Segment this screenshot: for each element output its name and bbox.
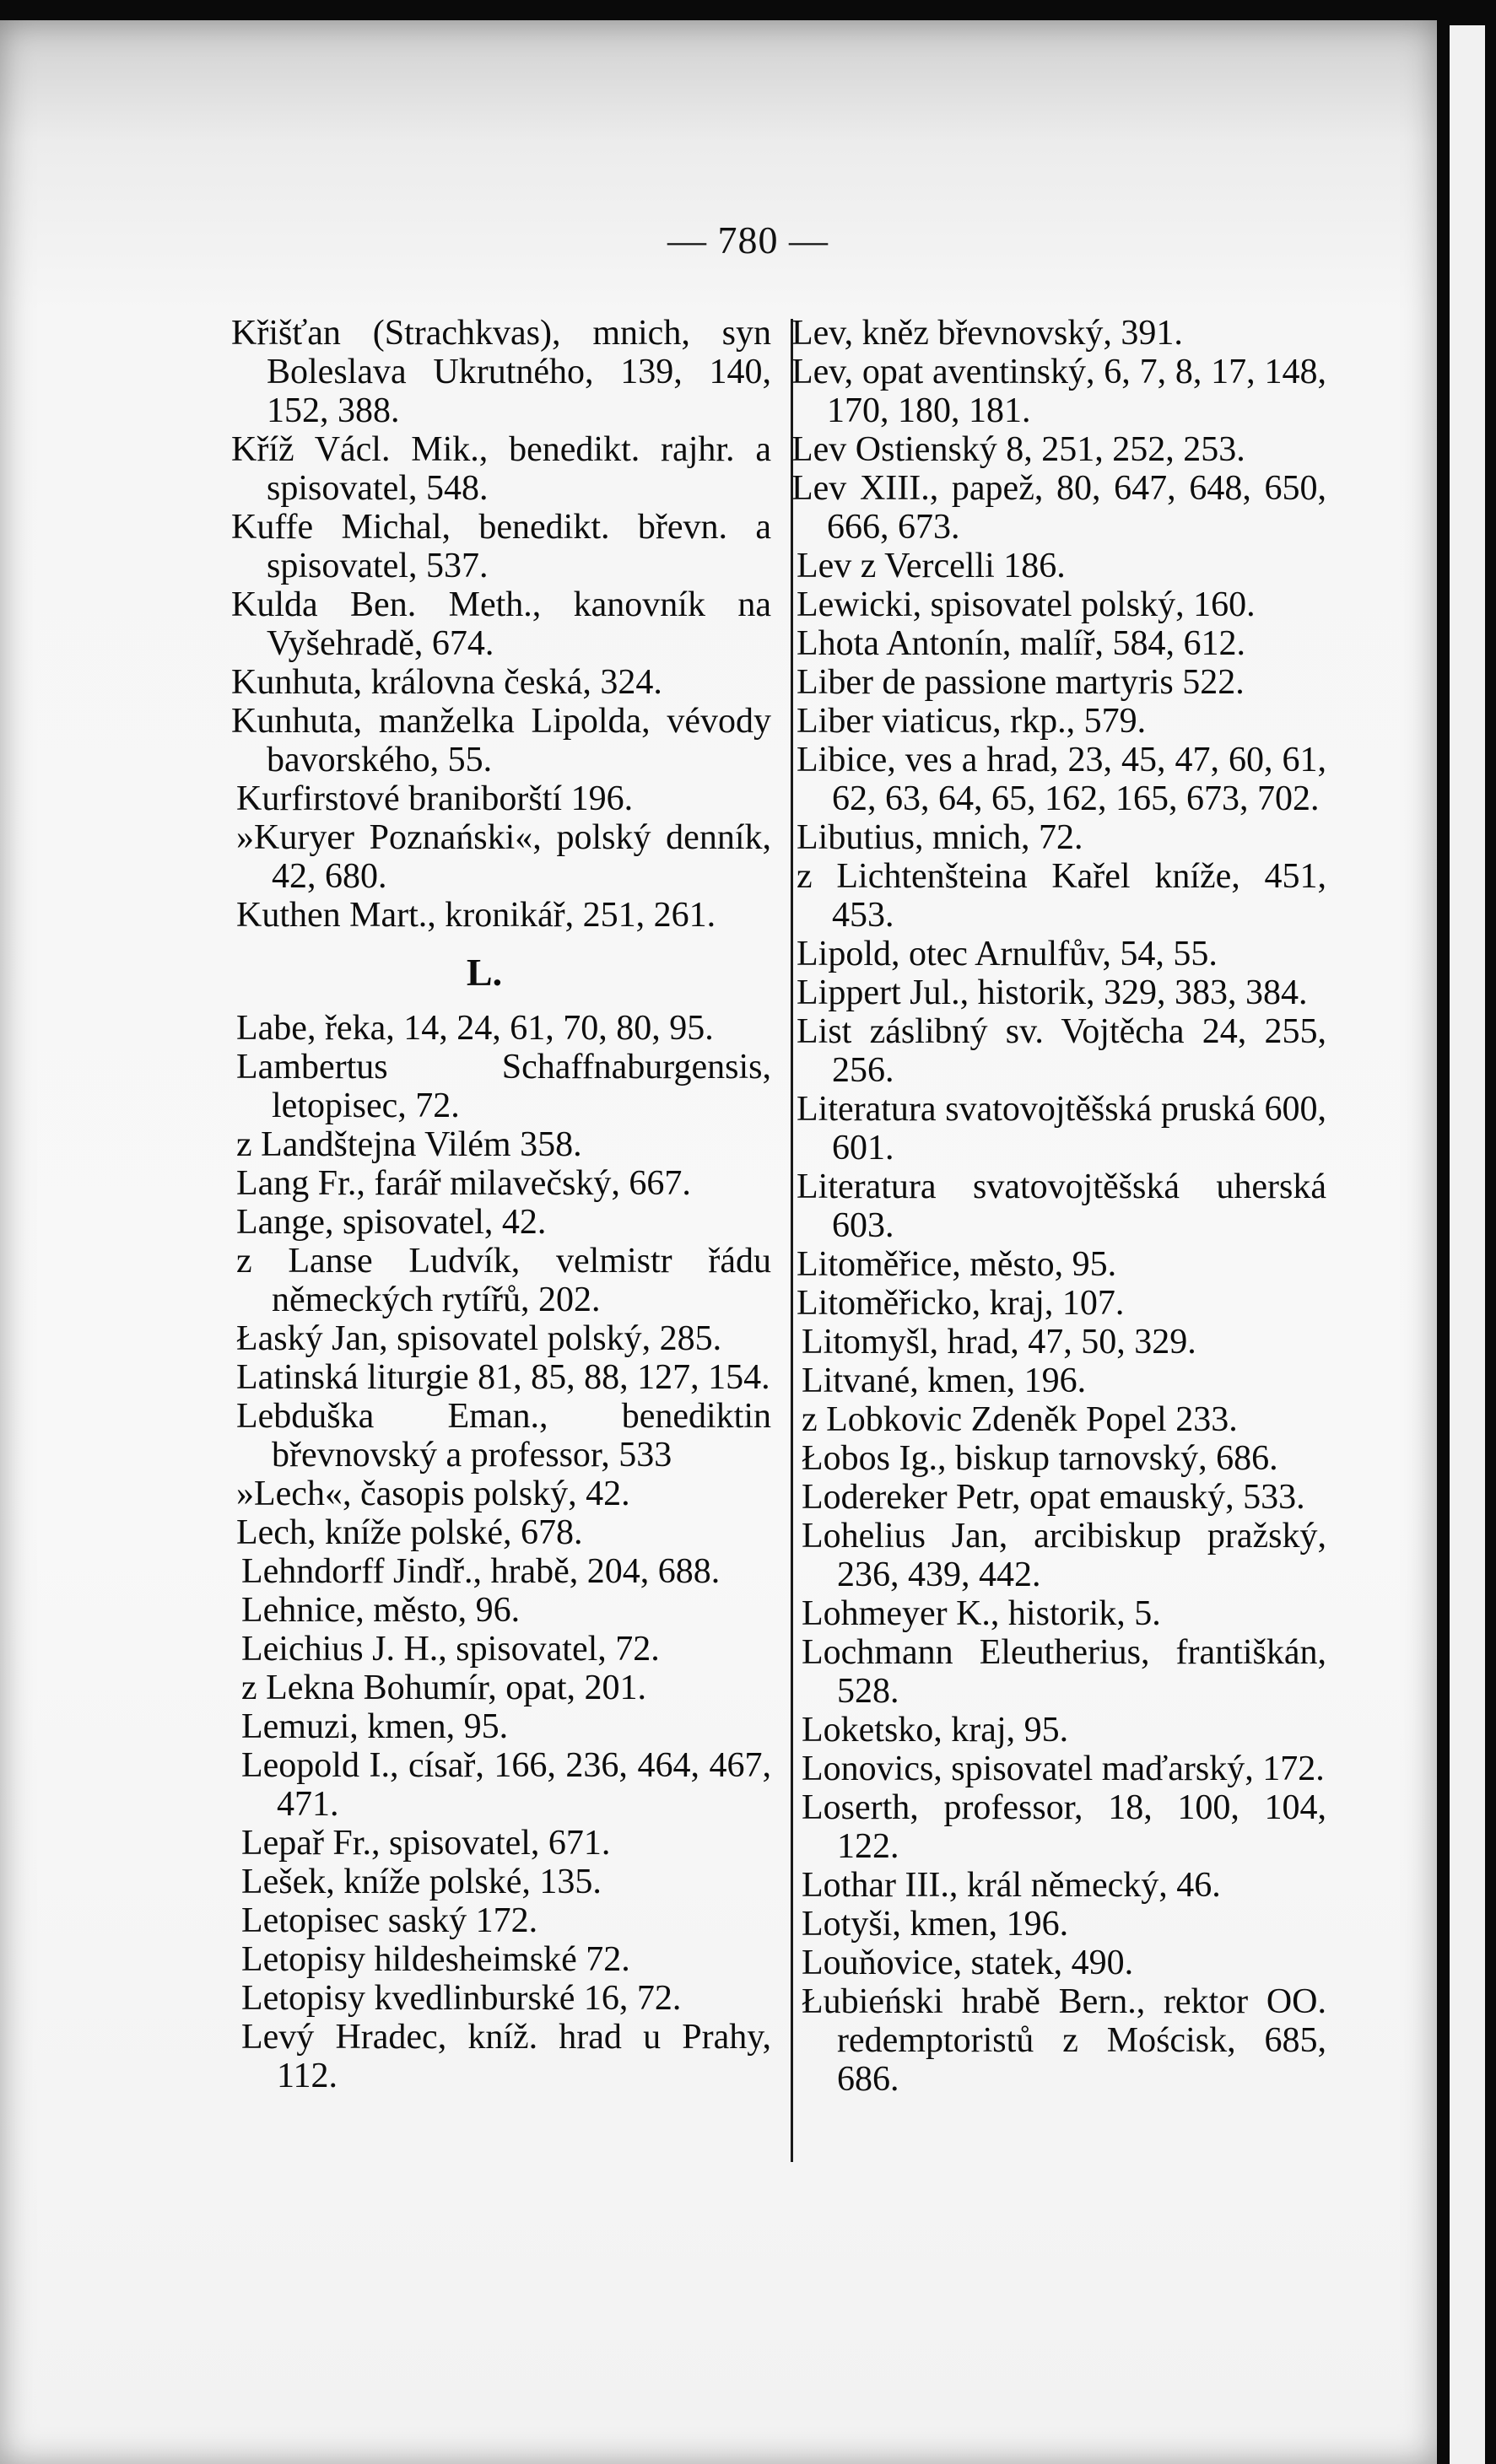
index-entry: Lev, kněz břevnovský, 391. [791, 314, 1183, 353]
index-column-left [231, 314, 771, 2095]
index-entry: Letopisy hildesheimské 72. [241, 1940, 630, 1979]
index-entry: Lotyši, kmen, 196. [802, 1905, 1069, 1944]
index-entry: Lev, opat aventinský, 6, 7, 8, 17, 148, 170, 180, 181. [791, 353, 1326, 430]
index-entry: Kunhuta, královna česká, 324. [231, 663, 662, 702]
index-entry: Lešek, kníže polské, 135. [241, 1863, 602, 1901]
index-entry: Kurfirstové braniborští 196. [236, 779, 634, 818]
index-entry: Lech, kníže polské, 678. [236, 1513, 583, 1552]
index-entry: Louňovice, statek, 490. [802, 1944, 1134, 1982]
index-entry: Levý Hradec, kníž. hrad u Prahy, 112. [241, 2018, 771, 2095]
index-entry: »Lech«, časopis polský, 42. [236, 1475, 630, 1513]
index-entry: Łaský Jan, spisovatel polský, 285. [236, 1319, 722, 1358]
index-entry: Kříž Václ. Mik., benedikt. rajhr. a spisovatel, 548. [231, 430, 771, 508]
index-entry: Leichius J. H., spisovatel, 72. [241, 1630, 660, 1669]
index-entry: Łubieński hrabě Bern., rektor OO. redemptoristů z Mościsk, 685, 686. [802, 1982, 1326, 2099]
index-entry: z Lichtenšteina Kařel kníže, 451, 453. [797, 857, 1326, 935]
index-entry: »Kuryer Poznański«, polský denník, 42, 680. [236, 818, 771, 896]
page-number: — 780 — [667, 218, 829, 261]
index-entry: Kulda Ben. Meth., kanovník na Vyšehradě, 674. [231, 585, 771, 663]
index-entry: Letopisec saský 172. [241, 1901, 538, 1940]
index-entry: Lohmeyer K., historik, 5. [802, 1594, 1161, 1633]
index-entry: Lehndorff Jindř., hrabě, 204, 688. [241, 1552, 721, 1591]
index-entry: Łobos Ig., biskup tarnovský, 686. [802, 1439, 1278, 1478]
index-entry: Lonovics, spisovatel maďarský, 172. [802, 1750, 1325, 1788]
index-entry: Lev XIII., papež, 80, 647, 648, 650, 666, 673. [791, 469, 1326, 547]
index-entry: Leopold I., císař, 166, 236, 464, 467, 471. [241, 1746, 771, 1824]
index-entry: Lochmann Eleutherius, františkán, 528. [802, 1633, 1326, 1711]
index-entry: z Landštejna Vilém 358. [236, 1125, 582, 1164]
index-entry: Loserth, professor, 18, 100, 104, 122. [802, 1788, 1326, 1866]
index-entry: z Lekna Bohumír, opat, 201. [241, 1669, 647, 1707]
index-entry: Lepař Fr., spisovatel, 671. [241, 1824, 611, 1863]
index-entry: Křišťan (Strachkvas), mnich, syn Boleslava Ukrutného, 139, 140, 152, 388. [231, 314, 771, 430]
index-entry: Lippert Jul., historik, 329, 383, 384. [797, 973, 1308, 1012]
adjacent-page-edge [1450, 25, 1485, 2464]
index-entry: Labe, řeka, 14, 24, 61, 70, 80, 95. [236, 1009, 714, 1048]
index-entry: Lhota Antonín, malíř, 584, 612. [797, 624, 1245, 663]
index-entry: Kuthen Mart., kronikář, 251, 261. [236, 896, 716, 935]
index-entry: Lodereker Petr, opat emauský, 533. [802, 1478, 1305, 1517]
index-entry: Kunhuta, manželka Lipolda, vévody bavorského, 55. [231, 702, 771, 779]
index-entry: Kuffe Michal, benedikt. břevn. a spisovatel, 537. [231, 508, 771, 585]
index-entry: Lehnice, město, 96. [241, 1591, 521, 1630]
index-entry: Lohelius Jan, arcibiskup pražský, 236, 439, 442. [802, 1517, 1326, 1594]
index-entry: Letopisy kvedlinburské 16, 72. [241, 1979, 682, 2018]
index-entry: Litoměřicko, kraj, 107. [797, 1284, 1125, 1323]
index-entry: Literatura svatovojtěšská uherská 603. [797, 1167, 1326, 1245]
index-entry: z Lanse Ludvík, velmistr řádu německých rytířů, 202. [236, 1242, 771, 1319]
index-entry: Literatura svatovojtěšská pruská 600, 601. [797, 1090, 1326, 1167]
index-entry: Libutius, mnich, 72. [797, 818, 1083, 857]
index-entry: Lange, spisovatel, 42. [236, 1203, 547, 1242]
index-entry: Loketsko, kraj, 95. [802, 1711, 1069, 1750]
index-entry: Lothar III., král německý, 46. [802, 1866, 1221, 1905]
index-column-right [786, 314, 1326, 2099]
index-entry: Lemuzi, kmen, 95. [241, 1707, 509, 1746]
index-entry: Litvané, kmen, 196. [802, 1361, 1087, 1400]
index-entry: Lambertus Schaffnaburgensis, letopisec, 72. [236, 1048, 771, 1125]
index-entry: Lipold, otec Arnulfův, 54, 55. [797, 935, 1218, 973]
index-entry: z Lobkovic Zdeněk Popel 233. [802, 1400, 1238, 1439]
index-entry: Libice, ves a hrad, 23, 45, 47, 60, 61, 62, 63, 64, 65, 162, 165, 673, 702. [797, 741, 1326, 818]
index-entry: Lev Ostienský 8, 251, 252, 253. [791, 430, 1245, 469]
index-entry: Latinská liturgie 81, 85, 88, 127, 154. [236, 1358, 770, 1397]
index-entry: Liber viaticus, rkp., 579. [797, 702, 1147, 741]
index-entry: List záslibný sv. Vojtěcha 24, 255, 256. [797, 1012, 1326, 1090]
index-entry: Lang Fr., farář milavečský, 667. [236, 1164, 691, 1203]
section-heading-l: L. [466, 951, 503, 994]
index-entry: Lewicki, spisovatel polský, 160. [797, 585, 1256, 624]
index-entry: Lev z Vercelli 186. [797, 547, 1066, 585]
index-entry: Liber de passione martyris 522. [797, 663, 1245, 702]
index-entry: Litoměřice, město, 95. [797, 1245, 1117, 1284]
index-entry: Litomyšl, hrad, 47, 50, 329. [802, 1323, 1196, 1361]
index-entry: Lebduška Eman., benediktin břevnovský a professor, 533 [236, 1397, 771, 1475]
